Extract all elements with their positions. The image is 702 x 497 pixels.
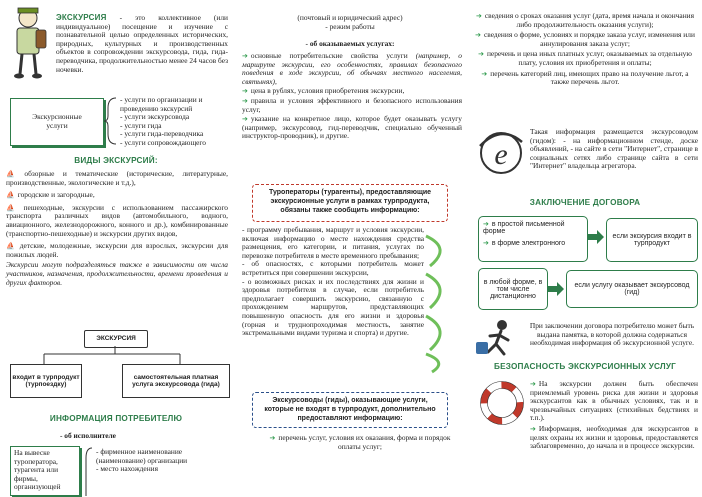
services-list bbox=[120, 96, 228, 148]
types-list bbox=[6, 170, 228, 287]
services-list-item: - услуги гида-переводчика bbox=[120, 130, 228, 139]
diagram-included: входит в турпродукт (турпоездку) bbox=[10, 364, 82, 398]
types-item: ⛵ обзорные и тематические (исторические, литературные, производственные, экологические и т.д.), bbox=[6, 169, 228, 187]
memo-para: При заключении договора потребителю может быть выдана памятка, в которой должна содержаться необходимая информация об экскурсионной услуге. bbox=[529, 321, 695, 348]
types-item: ⛵ городские и загородные, bbox=[6, 190, 95, 200]
services-about-item: ➔ указание на конкретное лицо, которое будет оказывать услугу (например, экскурсовод, гид-переводчик, специально обученный инструктор-проводник), и другие. bbox=[242, 114, 462, 141]
services-list-item: - услуги по организации и проведению экскурсий bbox=[120, 96, 228, 113]
touroperator-para: - программу пребывания, маршрут и условия экскурсии, включая информацию о месте нахождения средства размещения, его категории, и питания, услугах по перевозке потребителя в месте временного пребывания; bbox=[242, 225, 424, 260]
placement-para: Такая информация размещается экскурсоводом (гидом): - на информационном стенде, доске объявлений, - на сайте в сети "Интернет", странице в социальных сетях либо странице сайта в сети "Интернет" владельца агрегатора. bbox=[530, 127, 698, 171]
column-1 bbox=[0, 0, 232, 497]
arrow-right-icon bbox=[548, 282, 564, 296]
diagram-excursion: ЭКСКУРСИЯ bbox=[84, 330, 148, 348]
address-line: (почтовый и юридический адрес) bbox=[297, 13, 403, 22]
excursion-word: ЭКСКУРСИЯ bbox=[56, 13, 107, 22]
hours-line: - режим работы bbox=[325, 21, 375, 31]
column-2 bbox=[234, 0, 466, 497]
executor-list-item: - фирменное наименование (наименование) организации bbox=[96, 448, 228, 465]
services-list-item: - услуги экскурсовода bbox=[120, 113, 228, 122]
svg-text:e: e bbox=[494, 138, 508, 171]
info-title: ИНФОРМАЦИЯ ПОТРЕБИТЕЛЮ bbox=[49, 414, 183, 423]
guide-box-text: Экскурсоводы (гиды), оказывающие услуги, которые не входят в турпродукт, дополнительно предоставляют информацию: bbox=[264, 397, 436, 422]
contract-any-form: в любой форме, в том числе дистанционно bbox=[478, 268, 548, 310]
ship-icon: ⛵ bbox=[6, 203, 21, 212]
guide-item: ➔ перечень услуг, условия их оказания, форма и порядок оплаты услуг; bbox=[269, 433, 451, 451]
services-list-item: - услуги сопровождающего bbox=[120, 139, 228, 148]
executor-title: - об исполнителе bbox=[60, 431, 116, 440]
diagram-standalone: самостоятельная платная услуга экскурсовода (гида) bbox=[122, 364, 230, 398]
col3-items bbox=[472, 12, 698, 87]
executor-list bbox=[96, 448, 228, 474]
col3-item: ➔ сведения о форме, условиях и порядке заказа услуг, изменения или аннулирования заказа услуг; bbox=[475, 30, 695, 48]
types-title: ВИДЫ ЭКСКУРСИЙ: bbox=[74, 156, 158, 165]
safety-title: БЕЗОПАСНОСТЬ ЭКСКУРСИОННЫХ УСЛУГ bbox=[494, 362, 676, 371]
services-about-item: ➔ правила и условия эффективного и безопасного использования услуг, bbox=[242, 95, 462, 114]
contract-form-box bbox=[478, 216, 588, 262]
touroperator-para: - о возможных рисках и их последствиях для жизни и здоровья потребителя в случае, если потребитель предполагает совершить экскурсию, связанную с прохождением маршрутов, представляющих повышенную опасность для его жизни и здоровья (горная и труднопроходимая местность, занятие экстремальными видами туризма и спорта) и другие. bbox=[242, 276, 424, 338]
contract-tourproduct: если экскурсия входит в турпродукт bbox=[606, 218, 698, 262]
types-item: ⛵ пешеходные, экскурсии с использованием пассажирского транспорта различных видов (автомобильного, водного, авиационного, железнодорожного, конного и др.), комбинированные (транспортно-пешеходные) и экскурсии других видов, bbox=[6, 202, 229, 238]
arrow-right-icon bbox=[588, 230, 604, 244]
services-about-list bbox=[242, 52, 462, 141]
excursion-definition bbox=[56, 14, 228, 74]
ship-icon: ⛵ bbox=[6, 191, 15, 200]
touroperator-box-text: Туроператоры (турагенты), предоставляющие экскурсионные услуги в рамках турпродукта, обязаны также сообщить информацию: bbox=[268, 189, 432, 214]
services-about-item: ➔ цена в рублях, условия приобретения экскурсии, bbox=[242, 86, 405, 96]
col3-item: ➔ перечень и цена иных платных услуг, оказываемых за отдельную плату, условия их приобретения и оплаты; bbox=[478, 49, 692, 67]
green-curve-arrows bbox=[422, 226, 458, 374]
column-3 bbox=[468, 0, 702, 497]
safety-paras bbox=[530, 380, 698, 451]
types-note: Экскурсии могут подразделяться также в зависимости от числа участников, назначения, продолжительности, времени проведения и других факторов. bbox=[6, 260, 228, 287]
ship-icon: ⛵ bbox=[6, 170, 22, 178]
signboard-brace bbox=[84, 446, 94, 496]
touroperator-box bbox=[252, 184, 448, 222]
contract-title: ЗАКЛЮЧЕНИЕ ДОГОВОРА bbox=[529, 198, 641, 207]
diagram-connectors bbox=[0, 346, 232, 366]
contract-form-option: ➔ в форме электронного bbox=[483, 239, 566, 247]
running-man-icon bbox=[474, 318, 524, 358]
col3-item: ➔ перечень категорий лиц, имеющих право на получение льгот, а также перечень льгот. bbox=[481, 68, 689, 87]
contract-form-option: ➔ в простой письменной форме bbox=[483, 220, 565, 235]
contract-guide: если услугу оказывает экскурсовод (гид) bbox=[566, 270, 698, 308]
touroperator-paras bbox=[242, 226, 424, 338]
services-label: Экскурсионные услуги bbox=[32, 112, 82, 130]
safety-para: ➔ На экскурсии должен быть обеспечен приемлемый уровень риска для жизни и здоровья экскурсантов как в обычных условиях, так и в чрезвычайных ситуациях (стихийных бедствиях и т.п.). bbox=[530, 379, 698, 423]
safety-para: ➔ Информация, необходимая для экскурсантов в целях охраны их жизни и здоровья, предоставляется заблаговременно, до начала и в процессе экскурсии. bbox=[530, 423, 698, 451]
touroperator-para: - об опасностях, с которыми потребитель может встретиться при совершении экскурсии, bbox=[242, 259, 424, 277]
excursion-definition-text: - это коллективное (или индивидуальное) посещение и изучение с познавательной целью определенных исторических, природных, культурных и производственных объектов в сопровождении экскурсовода, гида, гида-переводчика, продолжительностью менее 24 часов без ночевки. bbox=[56, 13, 228, 74]
signboard-box bbox=[10, 446, 80, 496]
services-about-title: - об оказываемых услугах: bbox=[305, 39, 395, 48]
services-label-box bbox=[10, 98, 104, 146]
ie-logo-icon bbox=[476, 126, 526, 180]
tourist-figure-icon bbox=[6, 6, 52, 80]
signboard-label: На вывеске туроператора, турагента или фирмы, организующей bbox=[14, 448, 61, 492]
executor-list-item: - место нахождения bbox=[96, 465, 228, 474]
address-lines bbox=[234, 14, 466, 31]
services-brace bbox=[104, 96, 118, 146]
guide-box bbox=[252, 392, 448, 428]
services-about-item: ➔ основные потребительские свойства услуги (например, о маршруте экскурсии, его особенностях, правилах безопасного поведения в ходе экскурсии, об обычаях местного населения, святынях), bbox=[242, 51, 462, 86]
types-item: ⛵ детские, молодежные, экскурсии для взрослых, экскурсии для пожилых людей. bbox=[6, 241, 228, 259]
ship-icon: ⛵ bbox=[6, 242, 17, 251]
lifebuoy-icon bbox=[476, 378, 528, 428]
services-list-item: - услуги гида bbox=[120, 122, 228, 131]
col3-item: ➔ сведения о сроках оказания услуг (дата, время начала и окончания либо продолжительность оказания услуги); bbox=[475, 11, 695, 29]
